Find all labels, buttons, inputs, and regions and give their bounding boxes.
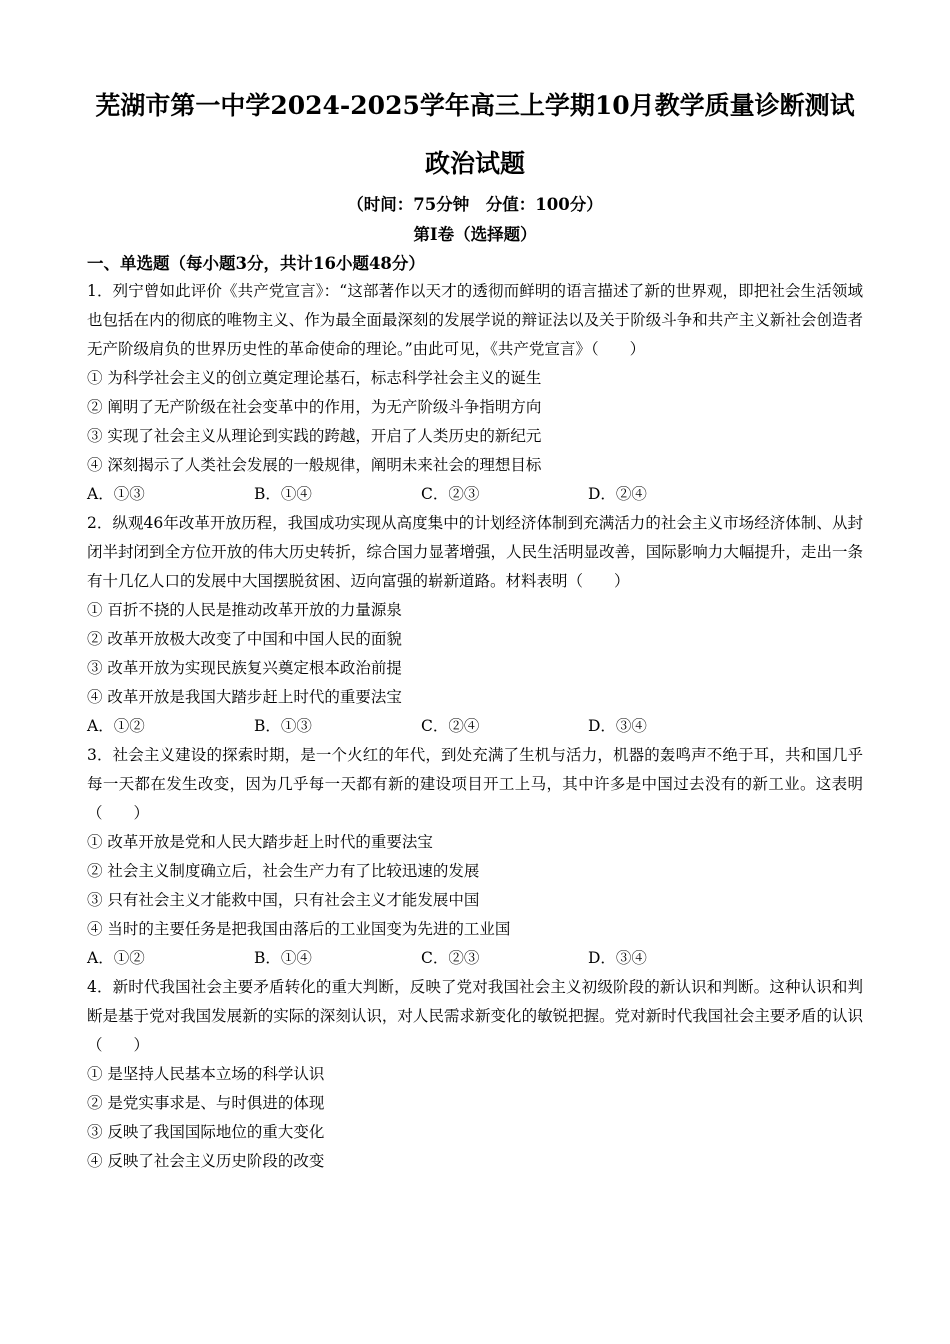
statement-option: ③ 改革开放为实现民族复兴奠定根本政治前提 <box>87 659 402 677</box>
answer-choices <box>87 712 863 741</box>
exam-volume: 第Ⅰ卷（选择题） <box>413 225 537 244</box>
answer-choice-a: A．①③ <box>87 485 145 503</box>
answer-choices <box>87 944 863 973</box>
statement-option: ④ 当时的主要任务是把我国由落后的工业国变为先进的工业国 <box>87 920 511 938</box>
statement-option: ② 是党实事求是、与时俱进的体现 <box>87 1094 325 1112</box>
exam-subject-title: 政治试题 <box>424 149 525 178</box>
answer-choices <box>87 480 863 509</box>
exam-title: 芜湖市第一中学2024-2025学年高三上学期10月教学质量诊断测试 <box>95 91 855 120</box>
statement-option: ② 阐明了无产阶级在社会变革中的作用，为无产阶级斗争指明方向 <box>87 398 542 416</box>
statement-option: ③ 实现了社会主义从理论到实践的跨越，开启了人类历史的新纪元 <box>87 427 542 445</box>
answer-choice-d: D．③④ <box>588 717 647 735</box>
question-1 <box>87 277 863 509</box>
question-stem: 3．社会主义建设的探索时期，是一个火红的年代，到处充满了生机与活力，机器的轰鸣声不绝于耳，共和国几乎每一天都在发生改变，因为几乎每一天都有新的建设项目开工上马，其中许多是中国过去没有的新工业。这表明（ ） <box>87 746 863 822</box>
question-stem: 4．新时代我国社会主要矛盾转化的重大判断，反映了党对我国社会主义初级阶段的新认识和判断。这种认识和判断是基于党对我国发展新的实际的深刻认识，对人民需求新变化的敏锐把握。党对新时代我国社会主要矛盾的认识（ ） <box>87 978 863 1054</box>
question-list <box>87 277 863 1176</box>
answer-choice-d: D．③④ <box>588 949 647 967</box>
statement-option: ③ 反映了我国国际地位的重大变化 <box>87 1123 325 1141</box>
question-4 <box>87 973 863 1176</box>
answer-choice-a: A．①② <box>87 949 145 967</box>
answer-choice-b: B．①③ <box>254 717 312 735</box>
answer-choice-d: D．②④ <box>588 485 647 503</box>
question-stem: 1．列宁曾如此评价《共产党宣言》：“这部著作以天才的透彻而鲜明的语言描述了新的世界观，即把社会生活领域也包括在内的彻底的唯物主义、作为最全面最深刻的发展学说的辩证法以及关于阶级斗争和共产主义新社会创造者无产阶级肩负的世界历史性的革命使命的理论。”由此可见，《共产党宣言》（ ） <box>87 282 863 358</box>
statement-option: ② 社会主义制度确立后，社会生产力有了比较迅速的发展 <box>87 862 480 880</box>
statement-option: ④ 深刻揭示了人类社会发展的一般规律，阐明未来社会的理想目标 <box>87 456 542 474</box>
answer-choice-b: B．①④ <box>254 485 312 503</box>
answer-choice-b: B．①④ <box>254 949 312 967</box>
answer-choice-c: C．②④ <box>421 717 480 735</box>
statement-option: ① 百折不挠的人民是推动改革开放的力量源泉 <box>87 601 402 619</box>
statement-option: ④ 改革开放是我国大踏步赶上时代的重要法宝 <box>87 688 402 706</box>
answer-choice-c: C．②③ <box>421 949 480 967</box>
statement-option: ① 改革开放是党和人民大踏步赶上时代的重要法宝 <box>87 833 433 851</box>
statement-option: ④ 反映了社会主义历史阶段的改变 <box>87 1152 325 1170</box>
answer-choice-c: C．②③ <box>421 485 480 503</box>
section-title: 一、单选题（每小题3分，共计16小题48分） <box>87 254 425 273</box>
exam-meta: （时间：75分钟 分值：100分） <box>347 195 603 214</box>
statement-option: ② 改革开放极大改变了中国和中国人民的面貌 <box>87 630 402 648</box>
statement-option: ③ 只有社会主义才能救中国，只有社会主义才能发展中国 <box>87 891 480 909</box>
statement-option: ① 为科学社会主义的创立奠定理论基石，标志科学社会主义的诞生 <box>87 369 542 387</box>
answer-choice-a: A．①② <box>87 717 145 735</box>
question-3 <box>87 741 863 973</box>
question-stem: 2．纵观46年改革开放历程，我国成功实现从高度集中的计划经济体制到充满活力的社会主义市场经济体制、从封闭半封闭到全方位开放的伟大历史转折，综合国力显著增强，人民生活明显改善，国际影响力大幅提升，走出一条有十几亿人口的发展中大国摆脱贫困、迈向富强的崭新道路。材料表明（ ） <box>87 514 863 590</box>
statement-option: ① 是坚持人民基本立场的科学认识 <box>87 1065 325 1083</box>
question-2 <box>87 509 863 741</box>
